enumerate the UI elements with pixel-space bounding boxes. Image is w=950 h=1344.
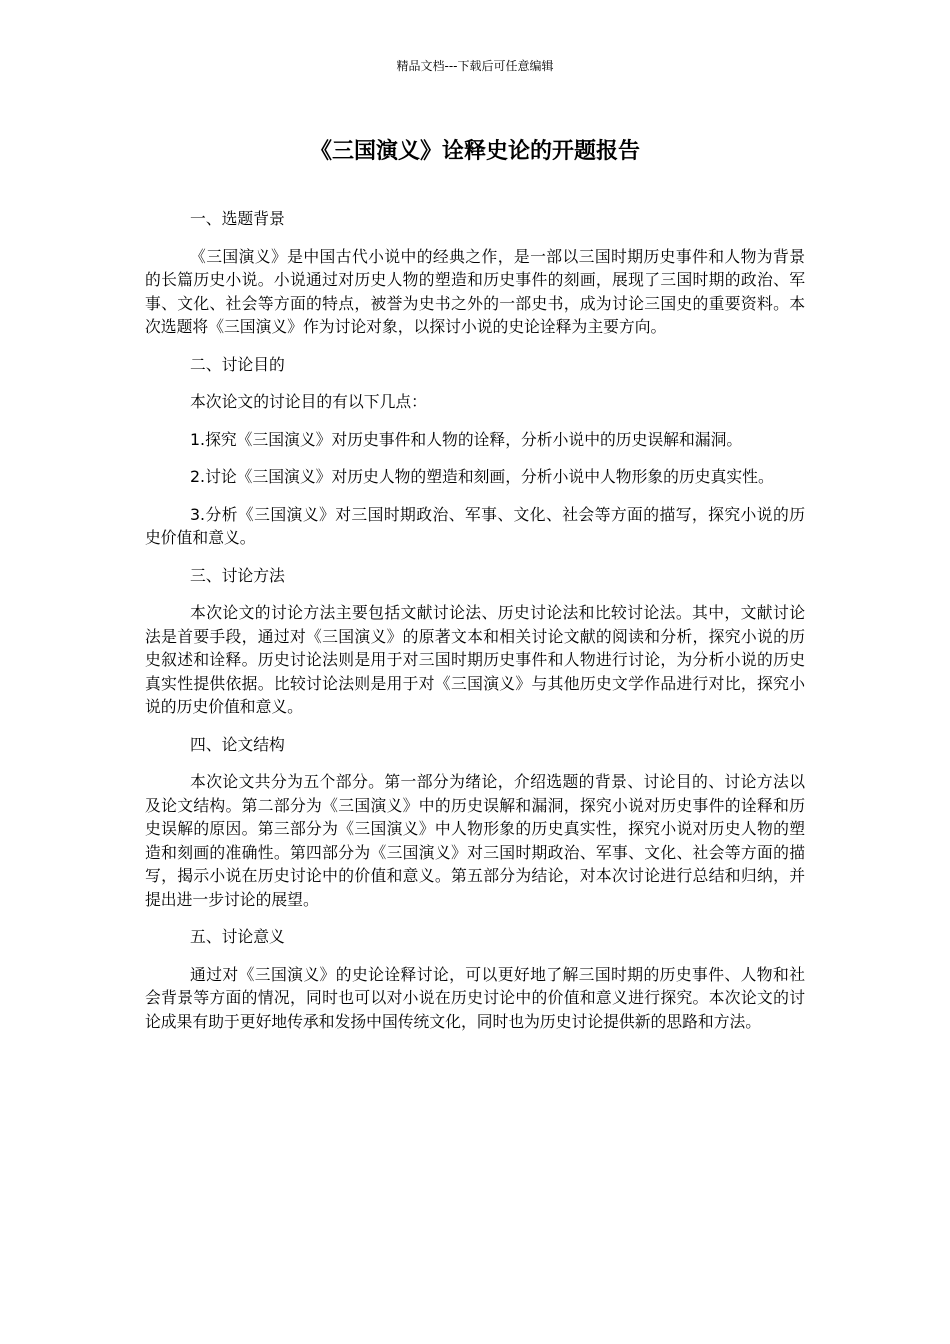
section-structure — [145, 733, 805, 912]
document-title: 《三国演义》诠释史论的开题报告 — [309, 139, 640, 164]
section-background — [145, 207, 805, 339]
section-purpose — [145, 353, 805, 550]
section-heading: 四、论文结构 — [190, 734, 285, 754]
paragraph: 《三国演义》是中国古代小说中的经典之作，是一部以三国时期历史事件和人物为背景的长篇历史小说。小说通过对历史人物的塑造和历史事件的刻画，展现了三国时期的政治、军事、文化、社会等方面的特点，被誉为史书之外的一部史书，成为讨论三国史的重要资料。本次选题将《三国演义》作为讨论对象，以探讨小说的史论诠释为主要方向。 — [145, 246, 805, 336]
paragraph: 本次论文的讨论方法主要包括文献讨论法、历史讨论法和比较讨论法。其中，文献讨论法是首要手段，通过对《三国演义》的原著文本和相关讨论文献的阅读和分析，探究小说的历史叙述和诠释。历史讨论法则是用于对三国时期历史事件和人物进行讨论，为分析小说的历史真实性提供依据。比较讨论法则是用于对《三国演义》与其他历史文学作品进行对比，探究小说的历史价值和意义。 — [145, 603, 805, 716]
page-header: 精品文档---下载后可任意编辑 — [396, 59, 554, 73]
section-significance — [145, 925, 805, 1033]
section-heading: 五、讨论意义 — [190, 927, 285, 946]
paragraph: 本次论文共分为五个部分。第一部分为绪论，介绍选题的背景、讨论目的、讨论方法以及论文结构。第二部分为《三国演义》中的历史误解和漏洞，探究小说对历史事件的诠释和历史误解的原因。第三部分为《三国演义》中人物形象的历史真实性，探究小说对历史人物的塑造和刻画的准确性。第四部分为《三国演义》对三国时期政治、军事、文化、社会等方面的描写，揭示小说在历史讨论中的价值和意义。第五部分为结论，对本次讨论进行总结和归纳，并提出进一步讨论的展望。 — [145, 772, 805, 909]
section-heading: 一、选题背景 — [190, 209, 285, 228]
paragraph: 本次论文的讨论目的有以下几点： — [190, 392, 427, 411]
list-item: 3.分析《三国演义》对三国时期政治、军事、文化、社会等方面的描写，探究小说的历史价值和意义。 — [145, 504, 805, 547]
section-methods — [145, 564, 805, 719]
section-heading: 三、讨论方法 — [190, 565, 285, 585]
document-body — [145, 207, 805, 1047]
paragraph: 通过对《三国演义》的史论诠释讨论，可以更好地了解三国时期的历史事件、人物和社会背景等方面的情况，同时也可以对小说在历史讨论中的价值和意义进行探究。本次论文的讨论成果有助于更好地传承和发扬中国传统文化，同时也为历史讨论提供新的思路和方法。 — [145, 964, 805, 1031]
section-heading: 二、讨论目的 — [190, 354, 285, 374]
list-item: 2.讨论《三国演义》对历史人物的塑造和刻画，分析小说中人物形象的历史真实性。 — [190, 467, 774, 486]
list-item: 1.探究《三国演义》对历史事件和人物的诠释，分析小说中的历史误解和漏洞。 — [190, 429, 743, 449]
